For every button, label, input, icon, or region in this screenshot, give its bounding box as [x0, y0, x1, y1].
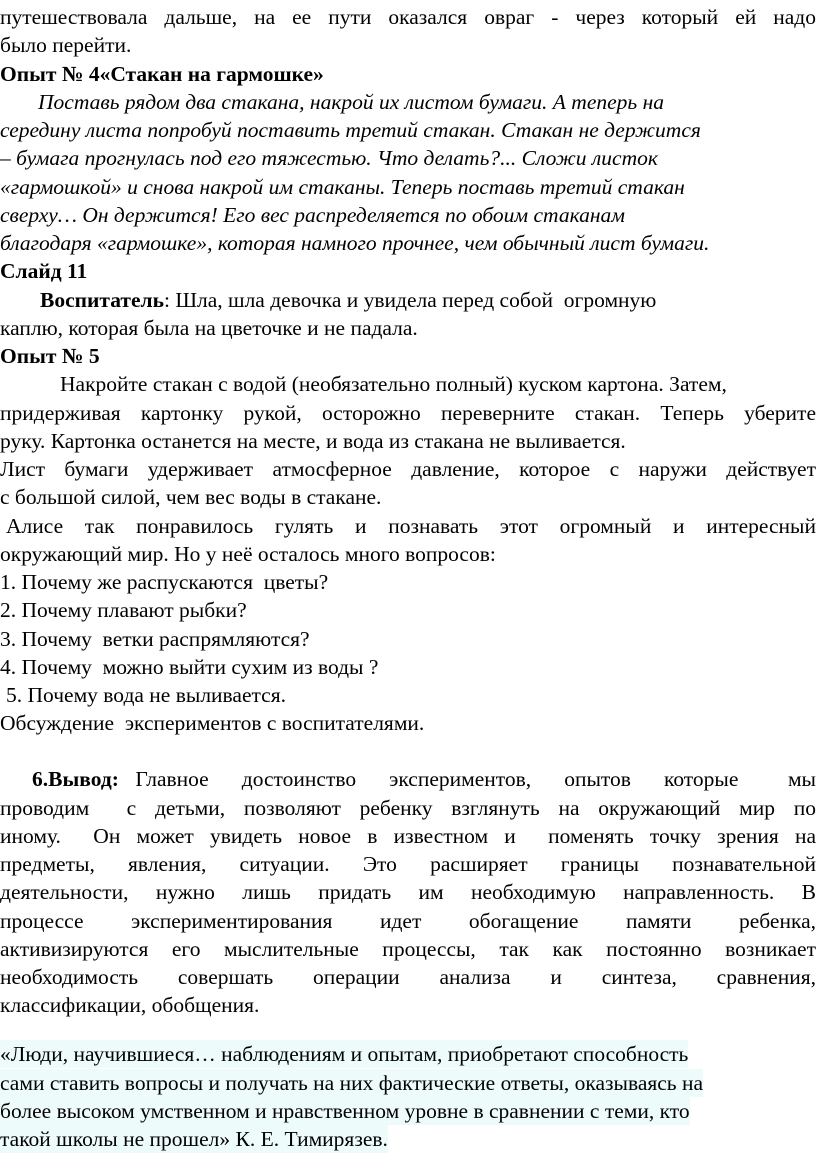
paragraph-line: было перейти. [0, 33, 132, 57]
experiment-4-line: благодаря «гармошке», которая намного прочнее, чем обычный лист бумаги. [0, 231, 710, 255]
conclusion-line: процессе экспериментирования идет обогащение памяти ребенка, [0, 909, 816, 933]
conclusion-text: Главное достоинство экспериментов, опытов которые мы [135, 767, 816, 791]
experiment-5-line: руку. Картонка останется на месте, и вода из стакана не выливается. [0, 429, 626, 453]
conclusion-line: активизируются его мыслительные процессы, так как постоянно возникает [0, 937, 816, 961]
quote-line [0, 1097, 816, 1125]
quote-highlight: такой школы не прошел» К. Е. Тимирязев. [0, 1127, 388, 1151]
story-line: Алисе так понравилось гулять и познавать этот огромный и интересный [6, 514, 816, 538]
slide-11-line: каплю, которая была на цветочке и не падала. [0, 316, 418, 340]
slide-11-heading: Слайд 11 [0, 259, 88, 283]
quote-line [0, 1125, 816, 1153]
experiment-4-line: сверху… Он держится! Его вес распределяется по обоим стаканам [0, 203, 626, 227]
conclusion-line [32, 765, 816, 793]
experiment-4-line: середину листа попробуй поставить третий стакан. Стакан не держится [0, 118, 701, 142]
experiment-4-line: – бумага прогнулась под его тяжестью. Что делать?... Сложи листок [0, 146, 658, 170]
paragraph-line: путешествовала дальше, на ее пути оказался овраг - через который ей надо [0, 5, 816, 29]
slide-11-text: : Шла, шла девочка и увидела перед собой огромную [163, 288, 657, 312]
explanation-line: Лист бумаги удерживает атмосферное давление, которое с наружи действует [0, 457, 816, 481]
question-item: 5. Почему вода не выливается. [6, 683, 286, 707]
conclusion-line: проводим с детьми, позволяют ребенку взглянуть на окружающий мир по [0, 796, 816, 820]
conclusion-line: необходимость совершать операции анализа и синтеза, сравнения, [0, 965, 816, 989]
slide-11-line [40, 286, 816, 314]
conclusion-line: иному. Он может увидеть новое в известном и поменять точку зрения на [0, 824, 816, 848]
story-line: окружающий мир. Но у неё осталось много вопросов: [0, 542, 496, 566]
discussion-line: Обсуждение экспериментов с воспитателями. [0, 711, 425, 735]
conclusion-label: 6.Вывод: [32, 767, 119, 791]
question-item: 3. Почему ветки распрямляются? [0, 627, 310, 651]
explanation-line: с большой силой, чем вес воды в стакане. [0, 485, 382, 509]
quote-line [0, 1040, 816, 1068]
quote-highlight: «Люди, научившиеся… наблюдениям и опытам, приобретают способность [0, 1042, 689, 1066]
experiment-5-heading: Опыт № 5 [0, 344, 100, 368]
experiment-4-line: Поставь рядом два стакана, накрой их листом бумаги. А теперь на [38, 90, 664, 114]
conclusion-line: классификации, обобщения. [0, 993, 260, 1017]
question-item: 1. Почему же распускаются цветы? [0, 570, 329, 594]
conclusion-line: предметы, явления, ситуации. Это расширяет границы познавательной [0, 852, 816, 876]
question-item: 4. Почему можно выйти сухим из воды ? [0, 655, 379, 679]
experiment-5-line: придерживая картонку рукой, осторожно переверните стакан. Теперь уберите [0, 401, 816, 425]
quote-highlight: более высоком умственном и нравственном уровне в сравнении с теми, кто [0, 1099, 690, 1123]
experiment-5-line: Накройте стакан с водой (необязательно полный) куском картона. Затем, [60, 372, 727, 396]
quote-highlight: сами ставить вопросы и получать на них фактические ответы, оказываясь на [0, 1071, 704, 1095]
question-item: 2. Почему плавают рыбки? [0, 598, 247, 622]
speaker-label: Воспитатель [40, 288, 164, 312]
experiment-4-heading: Опыт № 4«Стакан на гармошке» [0, 62, 324, 86]
quote-line [0, 1069, 816, 1097]
conclusion-line: деятельности, нужно лишь придать им необходимую направленность. В [0, 880, 816, 904]
experiment-4-line: «гармошкой» и снова накрой им стаканы. Теперь поставь третий стакан [0, 175, 685, 199]
